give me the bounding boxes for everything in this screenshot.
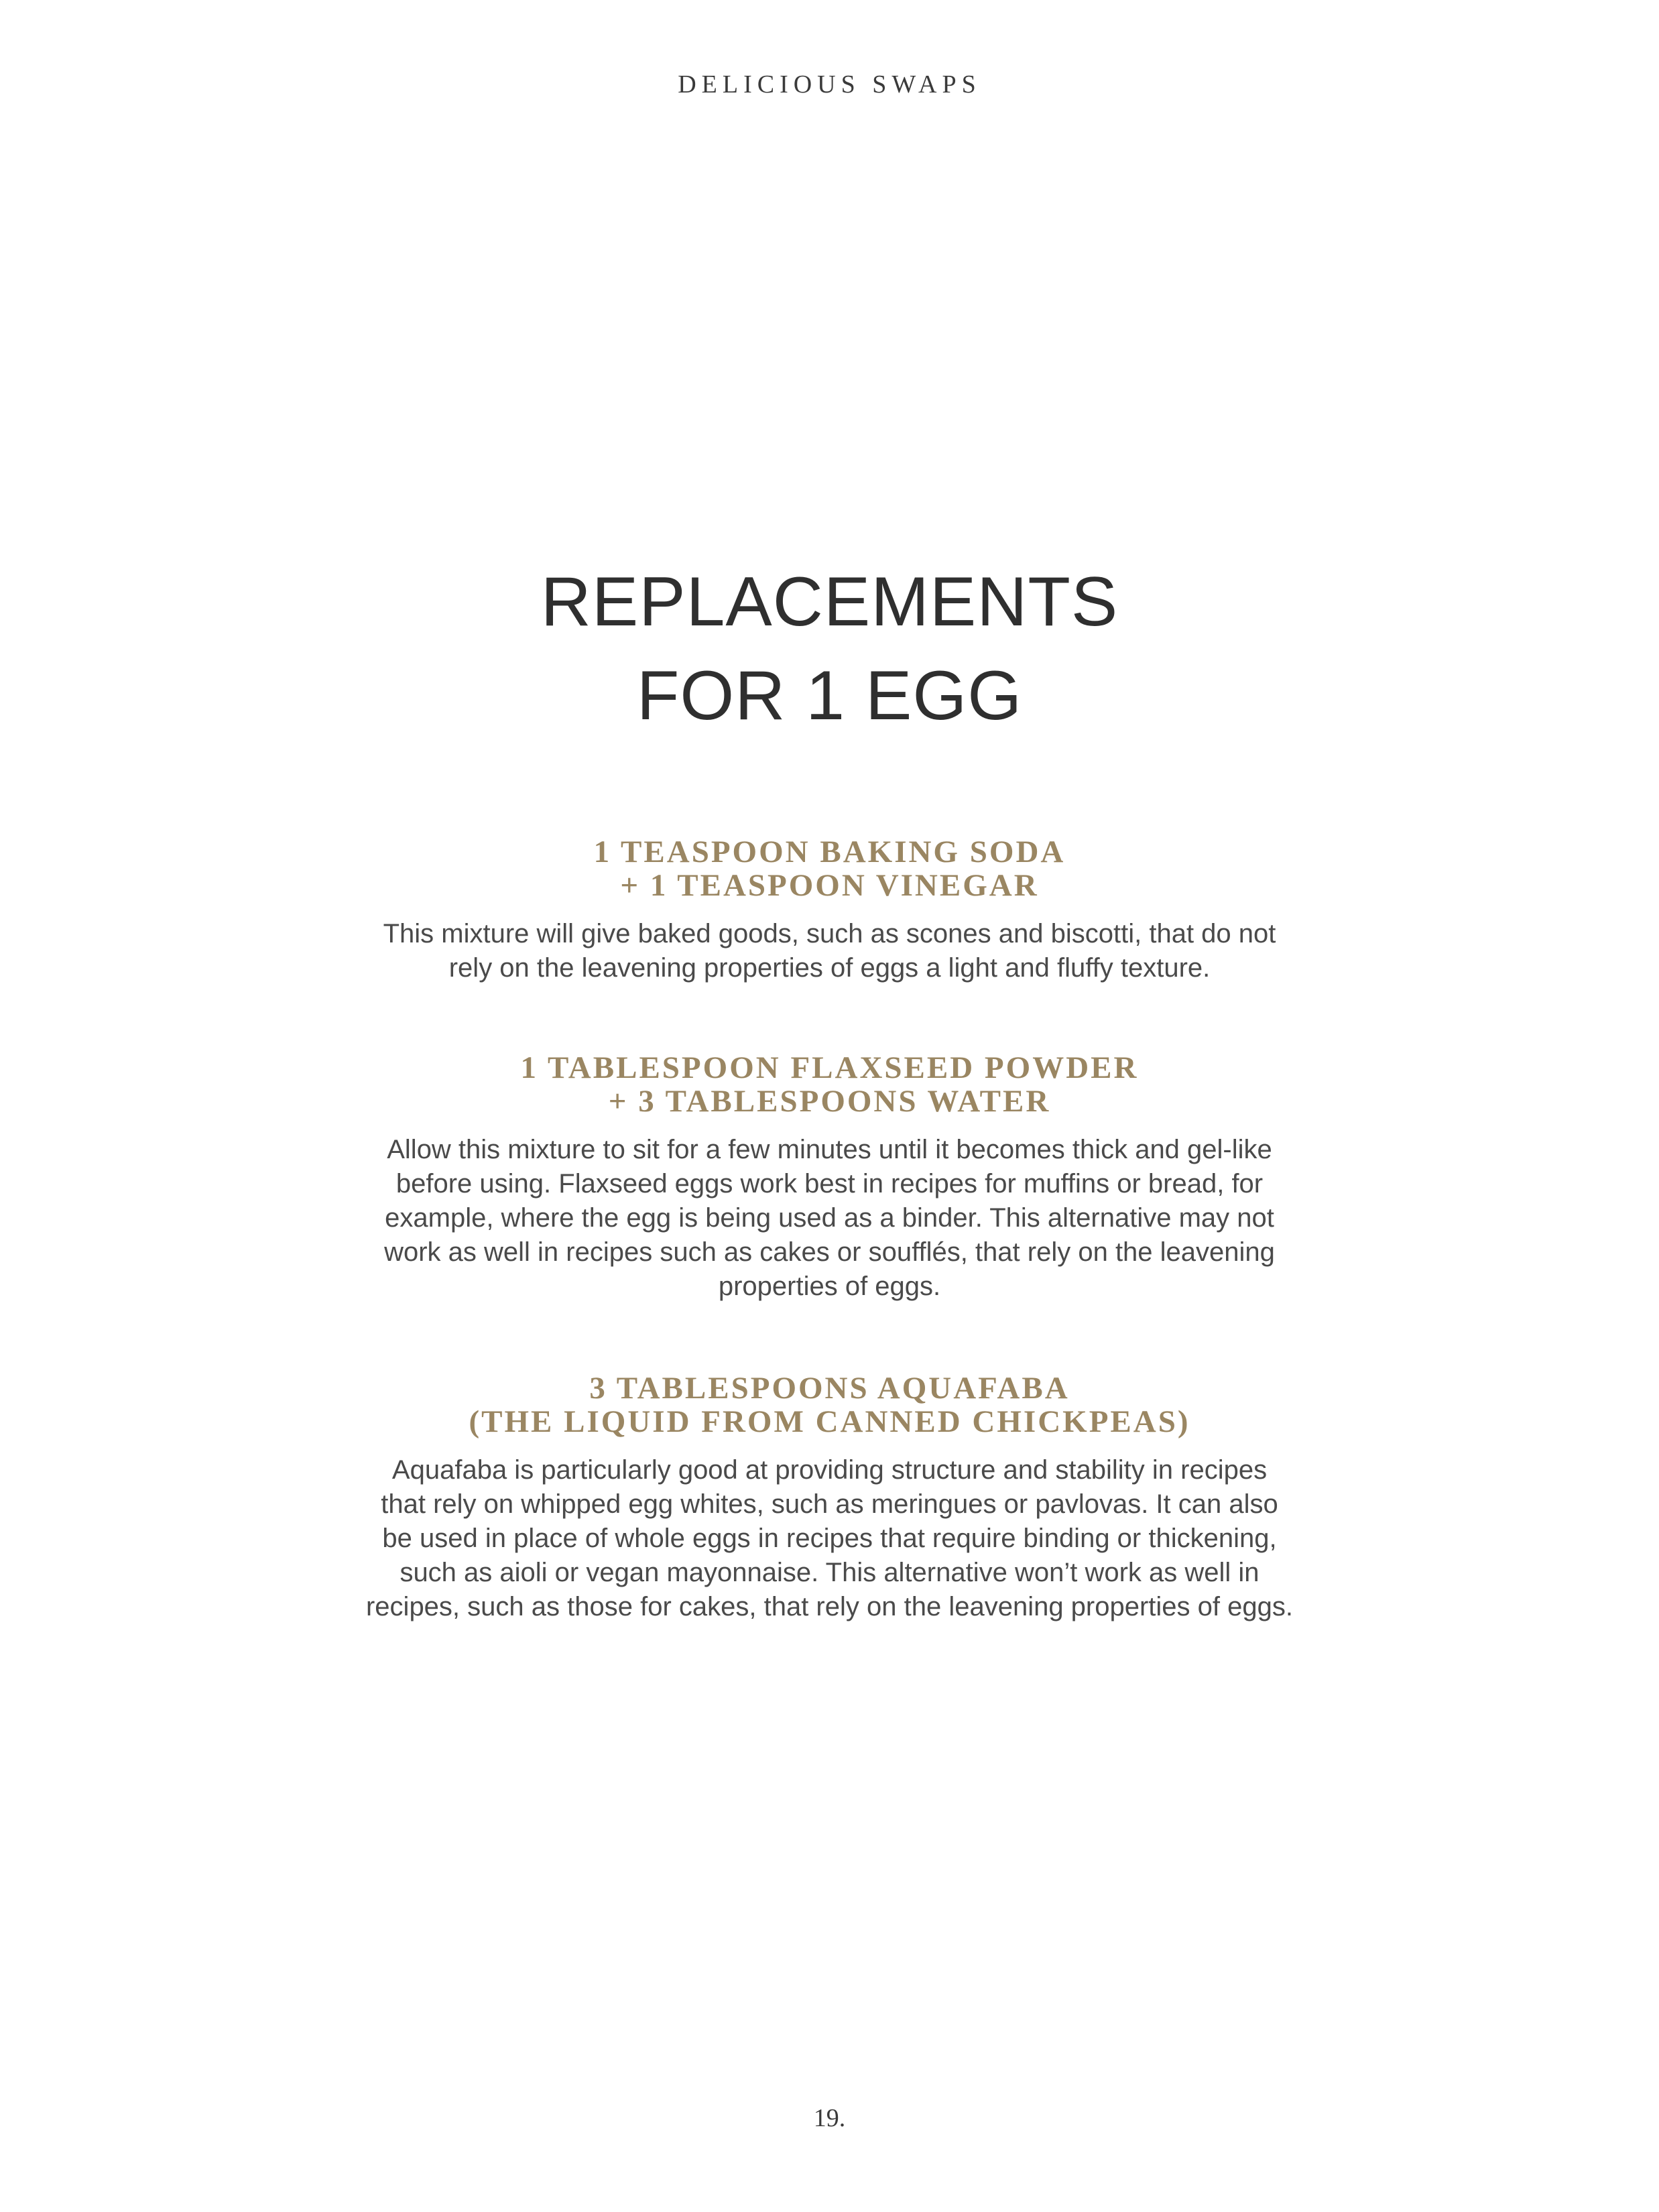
section-body bbox=[337, 1133, 1323, 1304]
page-title-line: FOR 1 EGG bbox=[636, 657, 1023, 735]
body-line: before using. Flaxseed eggs work best in recipes for muffins or bread, for bbox=[395, 1169, 1264, 1199]
replacement-section-aquafaba bbox=[0, 1371, 1659, 1624]
section-heading-line: (THE LIQUID FROM CANNED CHICKPEAS) bbox=[469, 1404, 1190, 1439]
section-heading bbox=[0, 1051, 1659, 1118]
body-line: rely on the leavening properties of eggs a light and fluffy texture. bbox=[448, 953, 1211, 983]
replacement-section-flaxseed bbox=[0, 1051, 1659, 1304]
body-line: Aquafaba is particularly good at providing structure and stability in recipes bbox=[391, 1455, 1268, 1485]
body-line: that rely on whipped egg whites, such as meringues or pavlovas. It can also bbox=[381, 1489, 1278, 1519]
body-line: Allow this mixture to sit for a few minutes until it becomes thick and gel-like bbox=[387, 1135, 1272, 1164]
section-heading-line: + 3 TABLESPOONS WATER bbox=[608, 1084, 1051, 1119]
section-heading-line: 3 TABLESPOONS AQUAFABA bbox=[589, 1371, 1070, 1406]
section-heading-line: + 1 TEASPOON VINEGAR bbox=[620, 868, 1039, 903]
section-body bbox=[337, 917, 1323, 985]
section-heading bbox=[0, 1371, 1659, 1438]
section-heading-line: 1 TEASPOON BAKING SODA bbox=[593, 835, 1066, 869]
body-line: example, where the egg is being used as a binder. This alternative may not bbox=[385, 1203, 1274, 1233]
running-header: DELICIOUS SWAPS bbox=[678, 70, 981, 99]
section-body bbox=[337, 1453, 1323, 1624]
body-line: such as aioli or vegan mayonnaise. This alternative won’t work as well in bbox=[400, 1558, 1259, 1587]
section-heading bbox=[0, 835, 1659, 902]
page-number: 19. bbox=[813, 2104, 846, 2132]
body-line: recipes, such as those for cakes, that rely on the leavening properties of eggs. bbox=[365, 1592, 1293, 1621]
body-line: This mixture will give baked goods, such as scones and biscotti, that do not bbox=[383, 919, 1276, 948]
section-heading-line: 1 TABLESPOON FLAXSEED POWDER bbox=[520, 1050, 1139, 1085]
body-line: properties of eggs. bbox=[718, 1272, 941, 1301]
page-title bbox=[0, 555, 1659, 743]
replacement-section-baking-soda bbox=[0, 835, 1659, 985]
body-line: be used in place of whole eggs in recipes that require binding or thickening, bbox=[382, 1524, 1277, 1553]
body-line: work as well in recipes such as cakes or soufflés, that rely on the leavening bbox=[384, 1237, 1275, 1267]
page-title-line: REPLACEMENTS bbox=[540, 563, 1119, 641]
